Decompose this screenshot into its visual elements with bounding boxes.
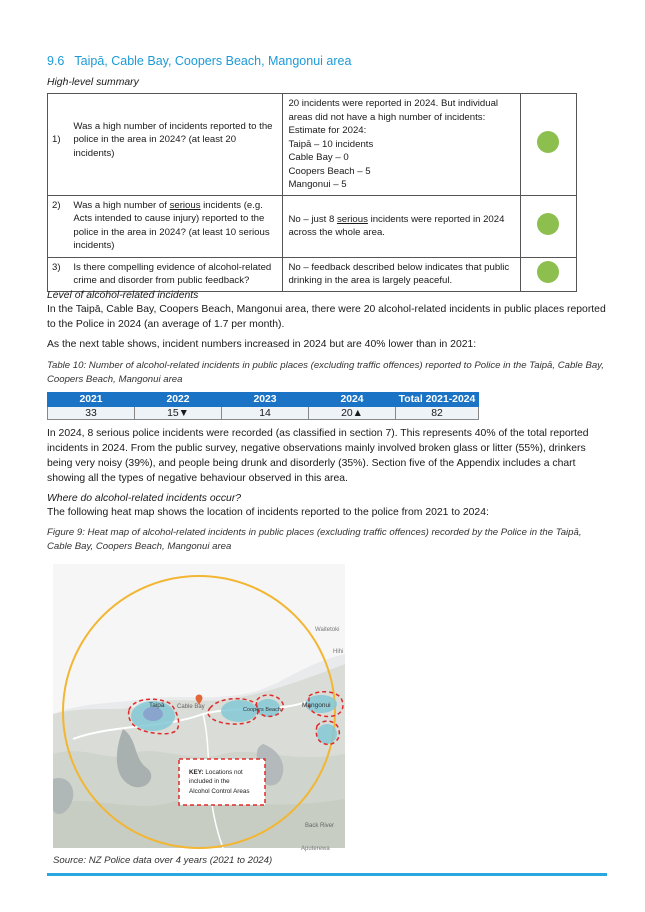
column-header: 2023 — [222, 393, 309, 407]
paragraph-serious: In 2024, 8 serious police incidents were recorded (as classified in section 7). This represents 40% of the total reported incidents in 2024. From the public survey, negative observations mainly involved broken glass or litter (55%), drinkers being very noisy (39%), and people being drunk and disorderly (35%). Section five of the Appendix includes a chart showing all the types of negative behaviour observed in this area. — [47, 428, 589, 484]
green-rating-icon — [537, 131, 559, 153]
summary-row — [48, 195, 577, 257]
incident-counts-table — [47, 392, 479, 420]
paragraph-incidents: In the Taipā, Cable Bay, Coopers Beach, Mangonui area, there were 20 alcohol-related incidents in public places reported to the Police in 2024 (an average of 1.7 per month). — [47, 304, 606, 330]
level-heading: Level of alcohol-related incidents — [47, 290, 199, 301]
paragraph-trend: As the next table shows, incident numbers increased in 2024 but are 40% lower than in 2021: — [47, 339, 477, 350]
question-text: incidents (e.g. Acts intended to cause injury) reported to the police in the area in 2024? (at least 10 serious incidents) — [73, 199, 270, 251]
source-note: Source: NZ Police data over 4 years (2021 to 2024) — [53, 855, 273, 866]
summary-heading: High-level summary — [47, 77, 139, 88]
summary-row — [48, 257, 577, 291]
answer-line: Taipā – 10 incidents — [288, 138, 374, 150]
table-caption: Table 10: Number of alcohol-related incidents in public places (excluding traffic offences) reported to Police in the Taipā, Cable Bay, Coopers Beach, Mangonui area — [47, 360, 604, 385]
row-question — [68, 94, 283, 196]
map-label-back-river: Back River — [305, 823, 335, 829]
map-label-bottom: Aputerewa — [301, 846, 330, 852]
section-number: 9.6 — [47, 54, 65, 68]
paragraph-heatmap: The following heat map shows the location of incidents reported to the police from 2021 to 2024: — [47, 507, 489, 518]
map-key-line: KEY: Locations not — [189, 769, 243, 776]
row-number-text: 3) — [52, 261, 61, 273]
row-number — [48, 195, 69, 257]
green-rating-icon — [537, 213, 559, 235]
column-header: 2021 — [48, 393, 135, 407]
map-label-cable-bay: Cable Bay — [177, 704, 205, 710]
column-header: Total 2021-2024 — [396, 393, 479, 407]
row-number-text: 2) — [52, 199, 61, 211]
row-answer — [283, 195, 520, 257]
section-title: Taipā, Cable Bay, Coopers Beach, Mangonui area — [74, 54, 352, 68]
column-header: 2024 — [309, 393, 396, 407]
where-heading: Where do alcohol-related incidents occur? — [47, 493, 242, 504]
question-underlined: serious — [169, 199, 201, 211]
table-header-row — [48, 393, 479, 407]
row-number — [48, 94, 69, 196]
answer-text: No – just 8 — [288, 213, 337, 225]
question-text: Was a high number of — [73, 199, 170, 211]
map-key-line: included in the — [189, 778, 230, 785]
heat-map-graphic — [53, 564, 345, 852]
row-question-text: Was a high number of incidents reported to the police in the area in 2024? (at least 20 incidents) — [73, 120, 273, 159]
table-cell: 15▼ — [135, 407, 222, 420]
table-cell: 20▲ — [309, 407, 396, 420]
row-question: Is there compelling evidence of alcohol-related crime and disorder from public feedback? — [68, 257, 283, 291]
rating-cell — [520, 94, 576, 196]
map-label-coopers-beach: Coopers Beach — [243, 707, 281, 713]
answer-line: 20 incidents were reported in 2024. But individual areas did not have a high number of incidents: — [288, 98, 499, 123]
summary-table — [47, 93, 577, 292]
section-heading — [47, 54, 351, 68]
answer-line: Mangonui – 5 — [288, 179, 347, 190]
table-cell: 82 — [396, 407, 479, 420]
map-label-waitetoki: Waitetoki — [315, 627, 340, 633]
answer-underlined: serious — [336, 213, 368, 225]
table-cell: 33 — [48, 407, 135, 420]
row-answer — [283, 94, 520, 196]
map-key-line: Alcohol Control Areas — [189, 788, 250, 795]
map-label-mangonui: Mangonui — [302, 702, 331, 709]
map-key-text: Locations not — [203, 769, 243, 776]
heat-map — [53, 564, 345, 852]
row-number — [48, 257, 69, 291]
table-cell: 14 — [222, 407, 309, 420]
figure-caption: Figure 9: Heat map of alcohol-related incidents in public places (excluding traffic offences) recorded by the Police in the Taipā, Cable Bay, Coopers Beach, Mangonui area — [47, 527, 582, 552]
answer-line: Estimate for 2024: — [288, 125, 367, 136]
rating-cell — [520, 195, 576, 257]
answer-line: Coopers Beach – 5 — [288, 165, 371, 177]
table-row — [48, 407, 479, 420]
row-number-text: 1) — [52, 134, 61, 146]
row-question — [68, 195, 283, 257]
answer-line: Cable Bay – 0 — [288, 152, 349, 163]
answer-text: incidents were reported in 2024 across the whole area. — [288, 213, 505, 238]
rating-cell — [520, 257, 576, 291]
green-rating-icon — [537, 261, 559, 283]
footer-rule — [47, 873, 607, 876]
map-label-taipa: Taipā — [149, 702, 165, 709]
row-answer: No – feedback described below indicates that public drinking in the area is largely peaceful. — [283, 257, 520, 291]
column-header: 2022 — [135, 393, 222, 407]
summary-row — [48, 94, 577, 196]
map-label-hihi: Hihi — [333, 649, 344, 655]
